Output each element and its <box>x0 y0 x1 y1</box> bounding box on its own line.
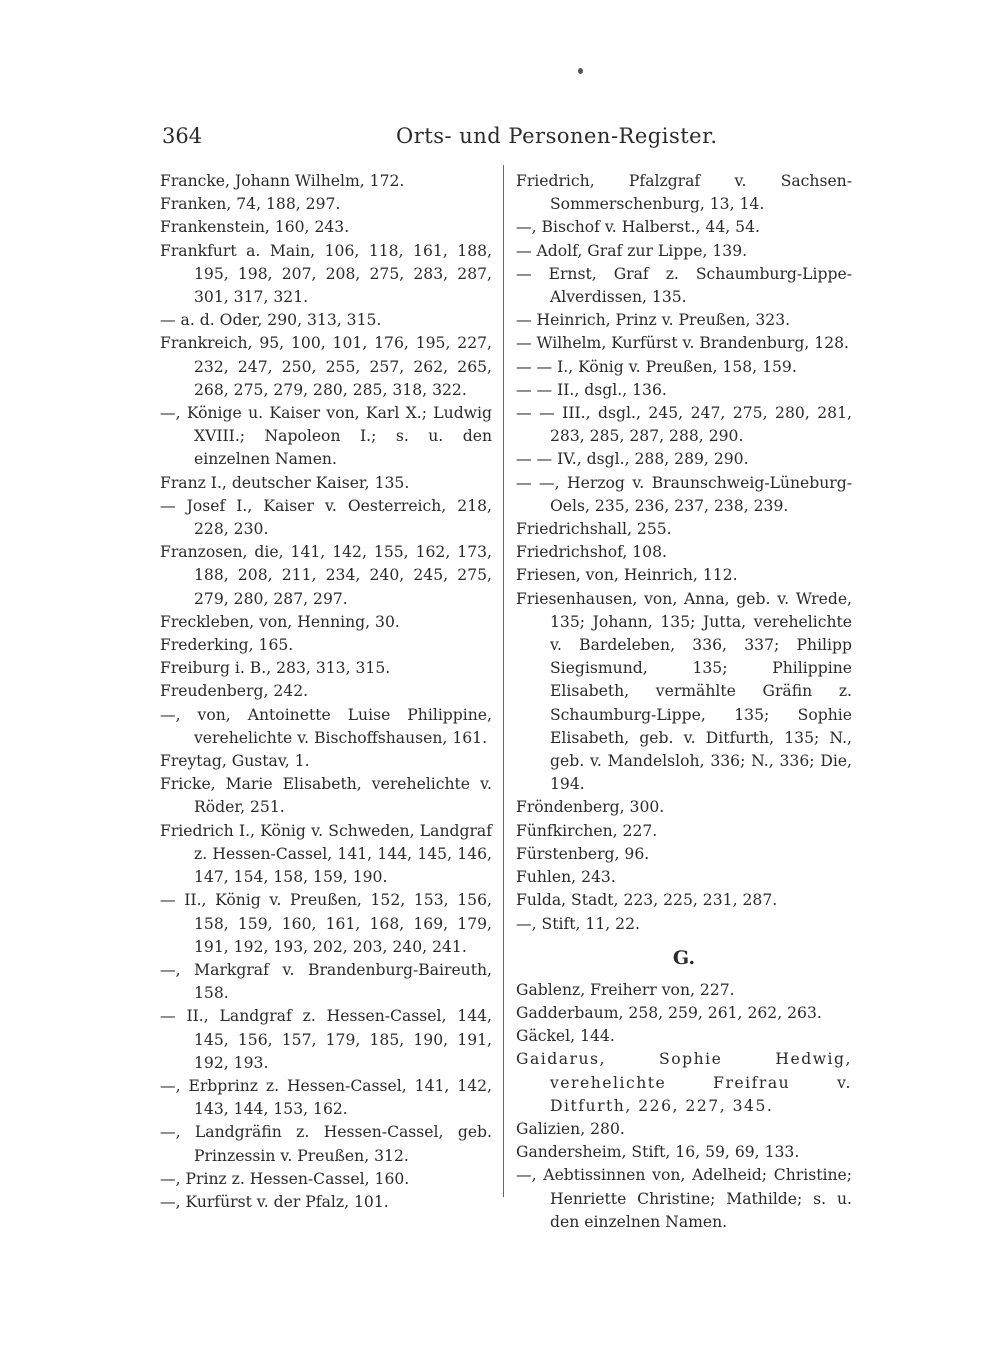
index-entry: — — II., dsgl., 136. <box>516 380 667 399</box>
index-entry: —, Könige u. Kaiser von, Karl X.; Ludwig XVIII.; Napoleon I.; s. u. den einzelnen Namen. <box>160 404 492 469</box>
index-entry: — Ernst, Graf z. Schaumburg-Lippe-Alverdissen, 135. <box>516 264 852 307</box>
index-entry: —, Markgraf v. Brandenburg-Baireuth, 158. <box>160 960 492 1003</box>
print-speck <box>578 68 583 74</box>
index-entry: — Josef I., Kaiser v. Oesterreich, 218, 228, 230. <box>160 496 492 539</box>
index-entry: —, Aebtissinnen von, Adelheid; Christine; Henriette Christine; Mathilde; s. u. den einzelnen Namen. <box>516 1166 852 1231</box>
section-letter: G. <box>672 946 696 969</box>
index-entry: Friedrich, Pfalzgraf v. Sachsen-Sommerschenburg, 13, 14. <box>516 172 852 214</box>
index-entry: Frederking, 165. <box>160 636 294 655</box>
index-entry: Fröndenberg, 300. <box>516 798 665 817</box>
index-entry: Friesen, von, Heinrich, 112. <box>516 566 738 585</box>
index-entry: Friesenhausen, von, Anna, geb. v. Wrede, 135; Johann, 135; Jutta, verehelichte v. Bardeleben, 336, 337; Philipp Siegismund, 135; Philippine Elisabeth, vermählte Gräfin z. Schaumburg-Lippe, 135; Sophie Elisabeth, geb. v. Ditfurth, 135; N., geb. v. Mandelsloh, 336; N., 336; Die, 194. <box>516 589 852 794</box>
index-entry: — Adolf, Graf zur Lippe, 139. <box>516 241 748 260</box>
index-entry: — —, Herzog v. Braunschweig-Lüneburg-Oels, 235, 236, 237, 238, 239. <box>516 473 852 515</box>
index-entry: Fulda, Stadt, 223, 225, 231, 287. <box>516 891 778 910</box>
index-entry: Frankenstein, 160, 243. <box>160 218 350 237</box>
index-entry: Galizien, 280. <box>516 1119 625 1138</box>
column-divider <box>503 165 504 1197</box>
index-entry: —, Kurfürst v. der Pfalz, 101. <box>160 1192 389 1211</box>
index-entry: Fuhlen, 243. <box>516 868 616 887</box>
index-entry: —, Erbprinz z. Hessen-Cassel, 141, 142, 143, 144, 153, 162. <box>160 1076 492 1119</box>
right-column <box>516 170 852 1234</box>
index-entry: Frankreich, 95, 100, 101, 176, 195, 227, 232, 247, 250, 255, 257, 262, 265, 268, 275, 279, 280, 285, 318, 322. <box>160 334 492 399</box>
index-entry: —, Prinz z. Hessen-Cassel, 160. <box>160 1169 410 1188</box>
index-entry: — — I., König v. Preußen, 158, 159. <box>516 357 797 376</box>
index-entry: — II., Landgraf z. Hessen-Cassel, 144, 145, 156, 157, 179, 185, 190, 191, 192, 193. <box>160 1007 492 1072</box>
index-entry: Fürstenberg, 96. <box>516 844 650 863</box>
index-entry: Gandersheim, Stift, 16, 59, 69, 133. <box>516 1143 800 1162</box>
index-entry: Franz I., deutscher Kaiser, 135. <box>160 473 410 492</box>
index-entry: Frankfurt a. Main, 106, 118, 161, 188, 195, 198, 207, 208, 275, 283, 287, 301, 317, 321. <box>160 241 492 307</box>
index-entry: —, von, Antoinette Luise Philippine, verehelichte v. Bischoffshausen, 161. <box>160 705 492 747</box>
page-number: 364 <box>162 124 203 148</box>
index-entry: Gadderbaum, 258, 259, 261, 262, 263. <box>516 1003 822 1022</box>
index-entry: — — IV., dsgl., 288, 289, 290. <box>516 450 749 469</box>
index-entry: —, Landgräfin z. Hessen-Cassel, geb. Prinzessin v. Preußen, 312. <box>160 1123 492 1165</box>
index-entry: — II., König v. Preußen, 152, 153, 156, 158, 159, 160, 161, 168, 169, 179, 191, 192, 193, 202, 203, 240, 241. <box>160 891 492 956</box>
index-entry: Franken, 74, 188, 297. <box>160 195 341 214</box>
index-entry: Freckleben, von, Henning, 30. <box>160 612 400 631</box>
index-entry: Franzosen, die, 141, 142, 155, 162, 173, 188, 208, 211, 234, 240, 245, 275, 279, 280, 287, 297. <box>160 543 492 608</box>
page-header <box>162 124 852 158</box>
left-column <box>160 170 492 1214</box>
index-entry: —, Bischof v. Halberst., 44, 54. <box>516 218 760 237</box>
index-entry: Fünfkirchen, 227. <box>516 821 658 840</box>
index-entry: Freudenberg, 242. <box>160 682 309 701</box>
index-entry: Friedrich I., König v. Schweden, Landgraf z. Hessen-Cassel, 141, 144, 145, 146, 147, 154, 158, 159, 190. <box>160 821 492 887</box>
index-entry: Gaidarus, Sophie Hedwig, verehelichte Freifrau v. Ditfurth, 226, 227, 345. <box>516 1050 852 1115</box>
index-entry: Friedrichshall, 255. <box>516 520 672 539</box>
index-entry: Fricke, Marie Elisabeth, verehelichte v. Röder, 251. <box>160 775 492 817</box>
index-entry: Freiburg i. B., 283, 313, 315. <box>160 659 391 678</box>
index-entry: — Heinrich, Prinz v. Preußen, 323. <box>516 311 791 330</box>
index-entry: Gäckel, 144. <box>516 1027 615 1046</box>
index-entry: Gablenz, Freiherr von, 227. <box>516 980 735 999</box>
index-entry: Freytag, Gustav, 1. <box>160 752 310 771</box>
index-entry: Francke, Johann Wilhelm, 172. <box>160 172 405 190</box>
index-entry: — a. d. Oder, 290, 313, 315. <box>160 311 382 330</box>
running-title: Orts- und Personen-Register. <box>396 124 718 148</box>
index-entry: —, Stift, 11, 22. <box>516 914 640 933</box>
index-entry: — — III., dsgl., 245, 247, 275, 280, 281, 283, 285, 287, 288, 290. <box>516 404 852 446</box>
index-entry: — Wilhelm, Kurfürst v. Brandenburg, 128. <box>516 334 850 353</box>
index-entry: Friedrichshof, 108. <box>516 543 667 562</box>
